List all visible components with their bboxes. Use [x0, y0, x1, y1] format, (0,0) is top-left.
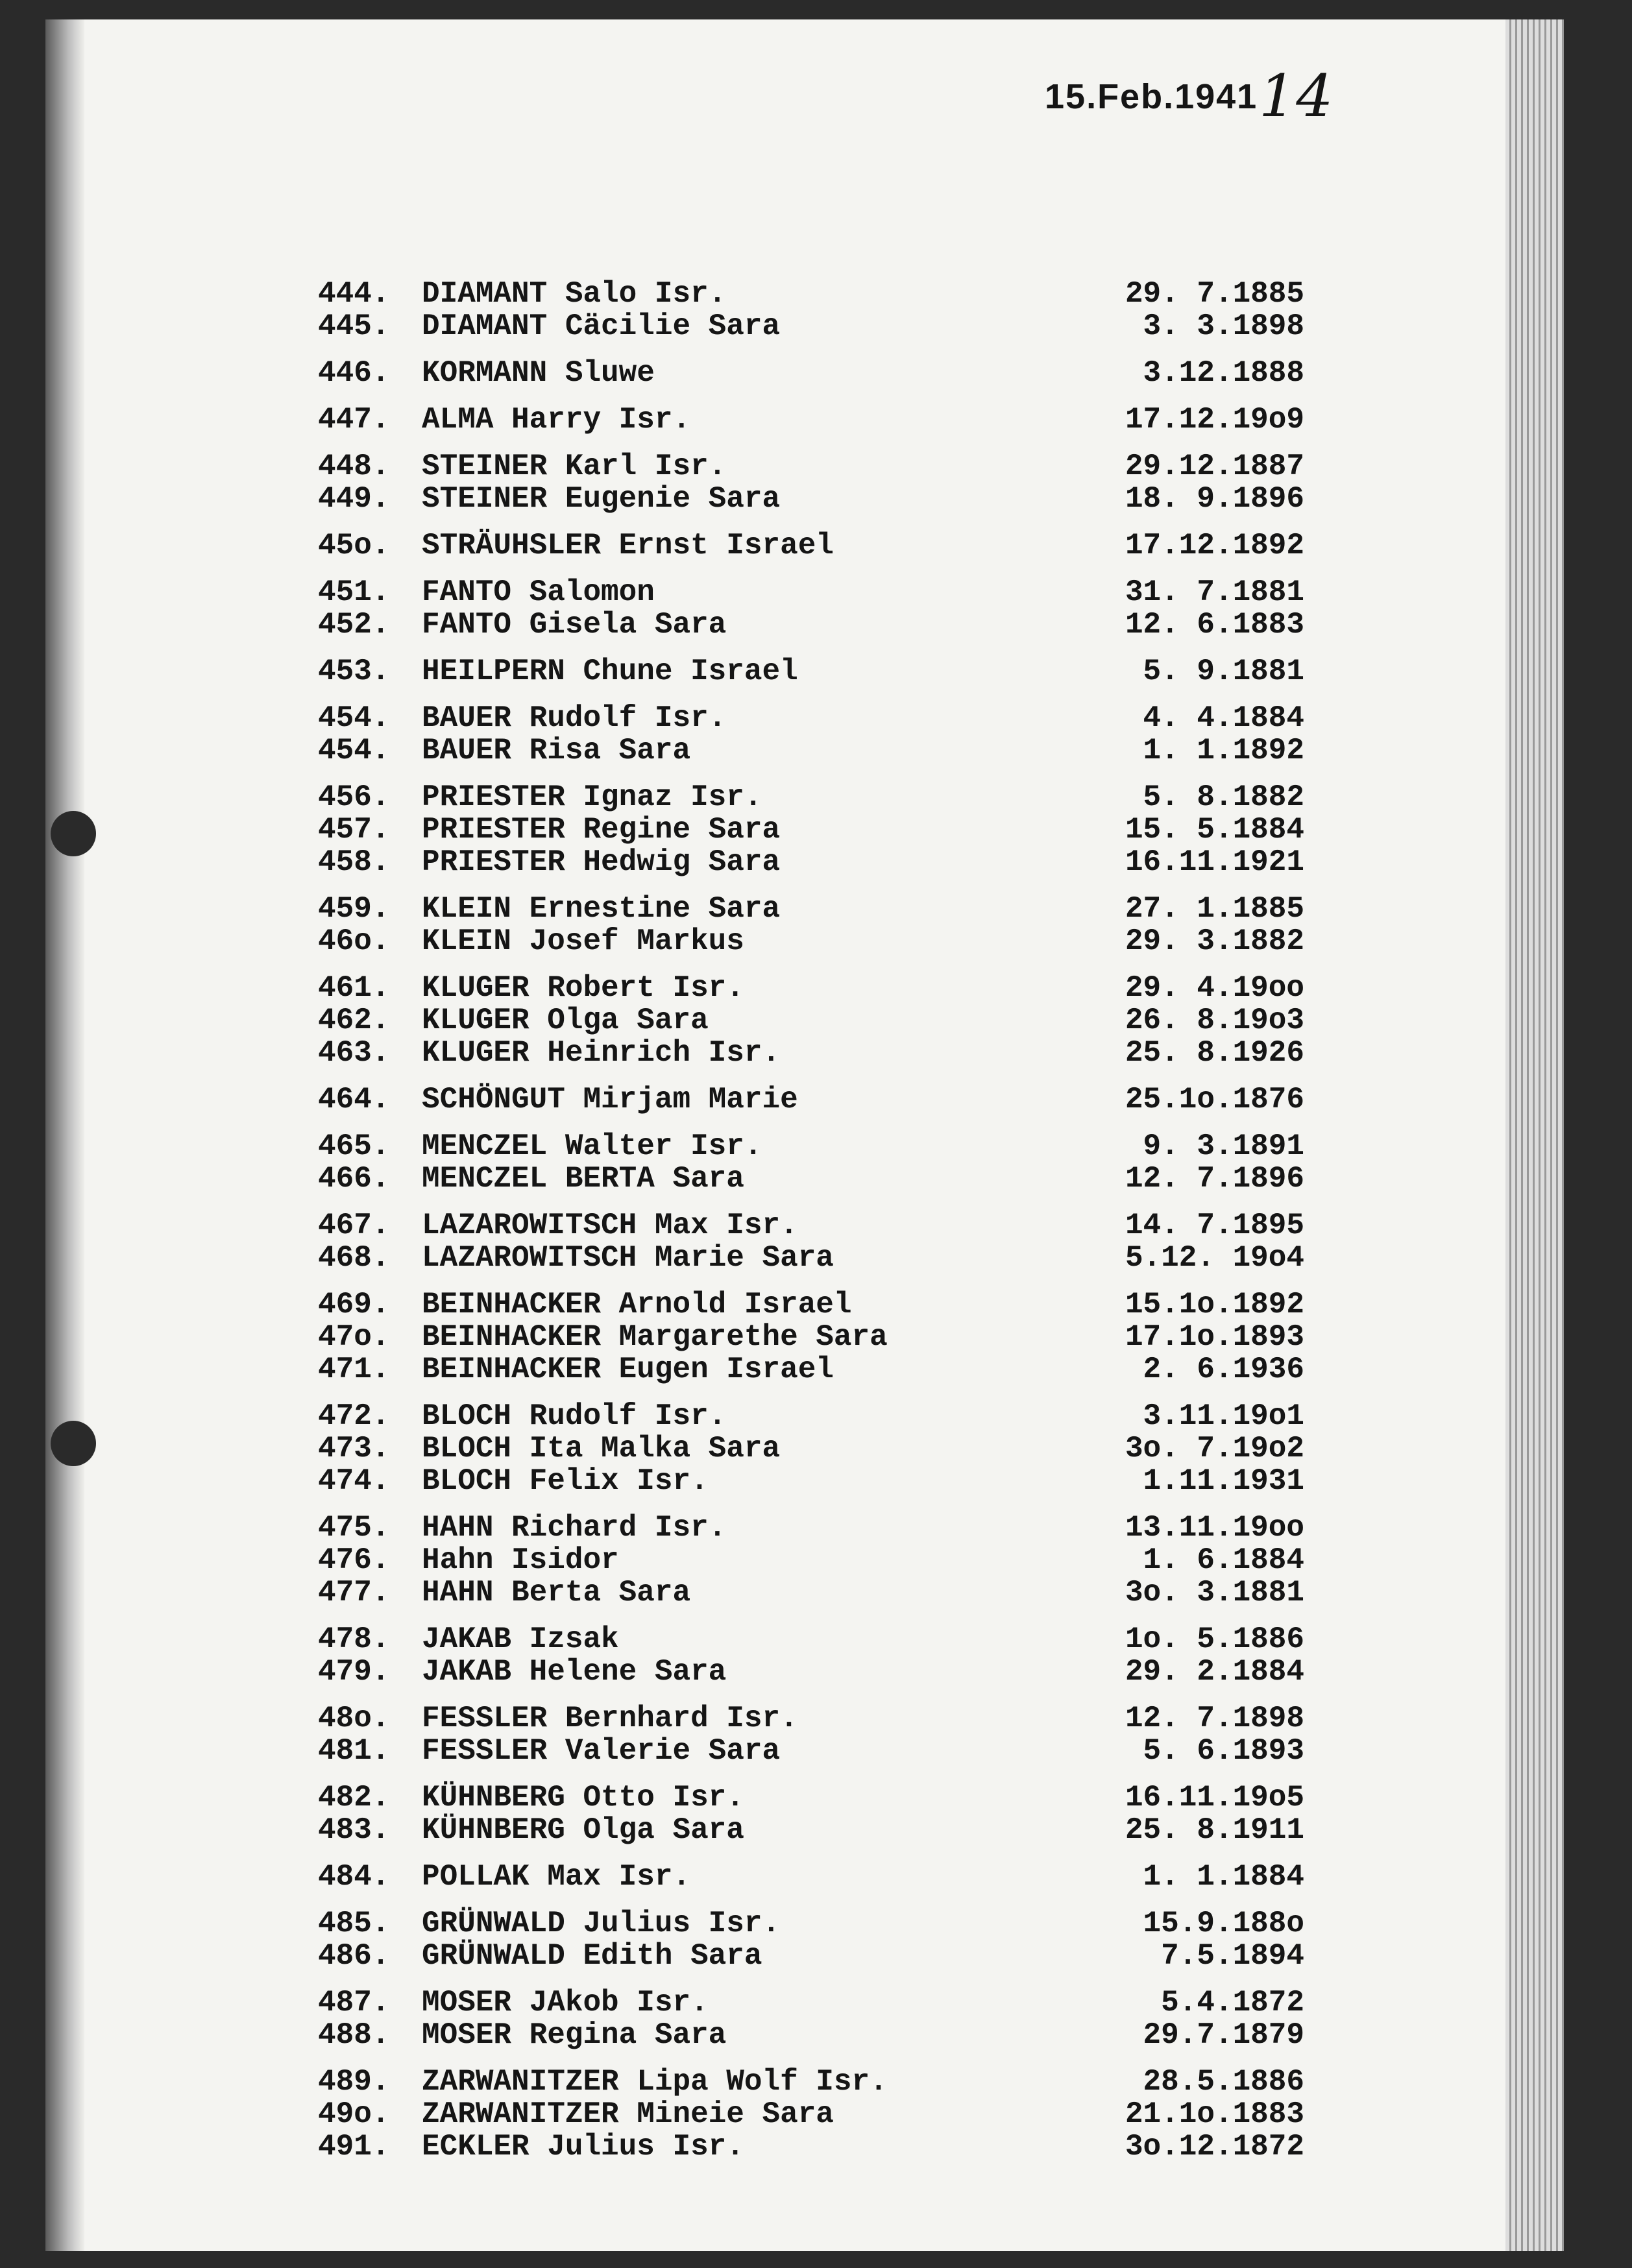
entry-number: 449.	[318, 482, 390, 516]
entry-birthdate: 14. 7.1895	[1125, 1209, 1304, 1242]
entry-birthdate: 5.4.1872	[1161, 1986, 1304, 2020]
entry-number: 447.	[318, 403, 390, 437]
binding-shadow	[45, 19, 84, 2251]
entry-number: 446.	[318, 356, 390, 390]
entry-number: 462.	[318, 1004, 390, 1037]
list-item	[318, 846, 1304, 878]
entry-birthdate: 17.12.19o9	[1125, 403, 1304, 437]
entry-birthdate: 18. 9.1896	[1125, 482, 1304, 516]
entry-birthdate: 1. 6.1884	[1143, 1543, 1304, 1577]
entry-number: 489.	[318, 2065, 390, 2099]
list-item	[318, 1861, 1304, 1893]
entry-name: ZARWANITZER Lipa Wolf Isr.	[422, 2065, 888, 2099]
entry-birthdate: 15. 5.1884	[1125, 813, 1304, 847]
entry-number: 475.	[318, 1511, 390, 1545]
entry-group	[318, 1400, 1304, 1497]
entry-number: 479.	[318, 1655, 390, 1689]
list-item	[318, 2130, 1304, 2163]
entry-group	[318, 529, 1304, 562]
entry-name: FESSLER Bernhard Isr.	[422, 1702, 798, 1735]
entry-birthdate: 15.1o.1892	[1125, 1288, 1304, 1321]
entry-birthdate: 29. 7.1885	[1125, 277, 1304, 311]
entry-group	[318, 702, 1304, 767]
entry-name: HAHN Richard Isr.	[422, 1511, 727, 1545]
entry-birthdate: 29.7.1879	[1143, 2018, 1304, 2052]
list-item	[318, 1209, 1304, 1242]
entry-group	[318, 1907, 1304, 1972]
entry-name: KLEIN Josef Markus	[422, 924, 744, 958]
entry-number: 488.	[318, 2018, 390, 2052]
entry-number: 468.	[318, 1241, 390, 1275]
list-item	[318, 1576, 1304, 1609]
list-item	[318, 1130, 1304, 1163]
entry-number: 444.	[318, 277, 390, 311]
entry-number: 47o.	[318, 1320, 390, 1354]
entry-number: 463.	[318, 1036, 390, 1070]
list-item	[318, 404, 1304, 436]
list-item	[318, 893, 1304, 925]
entry-number: 487.	[318, 1986, 390, 2020]
list-item	[318, 1400, 1304, 1432]
entry-group	[318, 1209, 1304, 1274]
entry-name: LAZAROWITSCH Marie Sara	[422, 1241, 834, 1275]
entry-name: KÜHNBERG Olga Sara	[422, 1813, 744, 1847]
entry-name: FANTO Salomon	[422, 575, 655, 609]
list-item	[318, 781, 1304, 814]
list-item	[318, 1432, 1304, 1465]
list-item	[318, 1656, 1304, 1688]
entry-name: FESSLER Valerie Sara	[422, 1734, 781, 1768]
list-item	[318, 609, 1304, 641]
entry-birthdate: 17.12.1892	[1125, 529, 1304, 562]
entry-number: 452.	[318, 608, 390, 642]
entry-birthdate: 7.5.1894	[1161, 1939, 1304, 1973]
list-item	[318, 1814, 1304, 1846]
entry-name: DIAMANT Cäcilie Sara	[422, 309, 781, 343]
entry-birthdate: 1o. 5.1886	[1125, 1623, 1304, 1656]
list-item	[318, 1623, 1304, 1656]
entry-birthdate: 1. 1.1884	[1143, 1860, 1304, 1894]
entry-birthdate: 4. 4.1884	[1143, 701, 1304, 735]
entry-name: JAKAB Izsak	[422, 1623, 619, 1656]
entry-name: MOSER JAkob Isr.	[422, 1986, 709, 2020]
entry-number: 469.	[318, 1288, 390, 1321]
list-item	[318, 576, 1304, 609]
entry-name: STEINER Eugenie Sara	[422, 482, 781, 516]
entry-name: POLLAK Max Isr.	[422, 1860, 691, 1894]
entry-name: FANTO Gisela Sara	[422, 608, 727, 642]
entry-number: 484.	[318, 1860, 390, 1894]
entry-birthdate: 3o. 7.19o2	[1125, 1432, 1304, 1466]
date-stamp: 15.Feb.1941	[1045, 77, 1258, 116]
entry-number: 481.	[318, 1734, 390, 1768]
entry-name: ECKLER Julius Isr.	[422, 2130, 744, 2164]
list-item	[318, 529, 1304, 562]
page-stack-edge	[1505, 19, 1564, 2251]
entry-birthdate: 15.9.188o	[1143, 1907, 1304, 1940]
list-item	[318, 1163, 1304, 1195]
list-item	[318, 1907, 1304, 1940]
entry-group	[318, 1781, 1304, 1846]
entry-group	[318, 404, 1304, 436]
entry-birthdate: 3.11.19o1	[1143, 1399, 1304, 1433]
list-item	[318, 1321, 1304, 1353]
entry-number: 454.	[318, 734, 390, 767]
entry-birthdate: 27. 1.1885	[1125, 892, 1304, 926]
entry-group	[318, 1083, 1304, 1116]
entry-group	[318, 1512, 1304, 1609]
entry-birthdate: 3o. 3.1881	[1125, 1576, 1304, 1610]
entry-name: PRIESTER Ignaz Isr.	[422, 780, 762, 814]
entry-number: 483.	[318, 1813, 390, 1847]
page-number: 14	[1259, 62, 1334, 130]
entry-number: 458.	[318, 845, 390, 879]
entry-birthdate: 5.12. 19o4	[1125, 1241, 1304, 1275]
entry-birthdate: 5. 6.1893	[1143, 1734, 1304, 1768]
entry-name: KLUGER Olga Sara	[422, 1004, 709, 1037]
entry-number: 461.	[318, 971, 390, 1005]
entry-number: 485.	[318, 1907, 390, 1940]
entry-number: 467.	[318, 1209, 390, 1242]
entry-birthdate: 29. 3.1882	[1125, 924, 1304, 958]
entry-name: ZARWANITZER Mineie Sara	[422, 2097, 834, 2131]
entry-name: SCHÖNGUT Mirjam Marie	[422, 1083, 798, 1116]
entry-name: ALMA Harry Isr.	[422, 403, 691, 437]
entry-birthdate: 12. 6.1883	[1125, 608, 1304, 642]
entry-number: 456.	[318, 780, 390, 814]
entry-birthdate: 1. 1.1892	[1143, 734, 1304, 767]
punch-hole-bottom	[51, 1421, 96, 1466]
entry-birthdate: 25. 8.1911	[1125, 1813, 1304, 1847]
entry-group	[318, 1130, 1304, 1195]
entry-name: PRIESTER Hedwig Sara	[422, 845, 781, 879]
entry-number: 464.	[318, 1083, 390, 1116]
entry-name: BAUER Risa Sara	[422, 734, 691, 767]
punch-hole-top	[51, 811, 96, 856]
list-item	[318, 1986, 1304, 2019]
entry-number: 459.	[318, 892, 390, 926]
list-item	[318, 1242, 1304, 1274]
entry-name: LAZAROWITSCH Max Isr.	[422, 1209, 798, 1242]
entry-group	[318, 2066, 1304, 2163]
entry-number: 473.	[318, 1432, 390, 1466]
list-item	[318, 450, 1304, 483]
list-item	[318, 925, 1304, 958]
list-item	[318, 2066, 1304, 2098]
list-item	[318, 1288, 1304, 1321]
entry-number: 482.	[318, 1781, 390, 1815]
entry-name: PRIESTER Regine Sara	[422, 813, 781, 847]
list-item	[318, 1083, 1304, 1116]
list-item	[318, 702, 1304, 734]
entry-number: 466.	[318, 1162, 390, 1196]
entry-birthdate: 29. 4.19oo	[1125, 971, 1304, 1005]
entry-number: 45o.	[318, 529, 390, 562]
entry-birthdate: 29.12.1887	[1125, 450, 1304, 483]
entry-name: BLOCH Rudolf Isr.	[422, 1399, 727, 1433]
list-item	[318, 814, 1304, 846]
list-item	[318, 278, 1304, 310]
entry-name: STEINER Karl Isr.	[422, 450, 727, 483]
entry-group	[318, 357, 1304, 389]
entry-birthdate: 17.1o.1893	[1125, 1320, 1304, 1354]
entry-name: GRÜNWALD Edith Sara	[422, 1939, 762, 1973]
list-item	[318, 1544, 1304, 1576]
entry-birthdate: 3o.12.1872	[1125, 2130, 1304, 2164]
entry-number: 453.	[318, 655, 390, 688]
entry-group	[318, 1288, 1304, 1386]
list-item	[318, 1702, 1304, 1735]
list-item	[318, 1940, 1304, 1972]
list-item	[318, 655, 1304, 688]
entry-name: KLUGER Robert Isr.	[422, 971, 744, 1005]
entry-name: BAUER Rudolf Isr.	[422, 701, 727, 735]
entry-birthdate: 26. 8.19o3	[1125, 1004, 1304, 1037]
entry-name: STRÄUHSLER Ernst Israel	[422, 529, 834, 562]
entry-number: 46o.	[318, 924, 390, 958]
entry-name: BLOCH Ita Malka Sara	[422, 1432, 781, 1466]
entry-birthdate: 13.11.19oo	[1125, 1511, 1304, 1545]
entry-birthdate: 16.11.1921	[1125, 845, 1304, 879]
entry-name: KLEIN Ernestine Sara	[422, 892, 781, 926]
entry-name: JAKAB Helene Sara	[422, 1655, 727, 1689]
entry-number: 48o.	[318, 1702, 390, 1735]
entry-birthdate: 25.1o.1876	[1125, 1083, 1304, 1116]
entry-birthdate: 28.5.1886	[1143, 2065, 1304, 2099]
entry-birthdate: 21.1o.1883	[1125, 2097, 1304, 2131]
list-item	[318, 1512, 1304, 1544]
entry-name: BEINHACKER Margarethe Sara	[422, 1320, 888, 1354]
entry-number: 476.	[318, 1543, 390, 1577]
entry-name: MENCZEL Walter Isr.	[422, 1129, 762, 1163]
entry-name: KLUGER Heinrich Isr.	[422, 1036, 781, 1070]
list-item	[318, 310, 1304, 343]
entry-birthdate: 3. 3.1898	[1143, 309, 1304, 343]
list-item	[318, 1004, 1304, 1037]
person-list	[318, 278, 1304, 2177]
entry-name: BEINHACKER Arnold Israel	[422, 1288, 852, 1321]
entry-number: 454.	[318, 701, 390, 735]
list-item	[318, 1781, 1304, 1814]
entry-number: 486.	[318, 1939, 390, 1973]
entry-group	[318, 1986, 1304, 2051]
entry-group	[318, 781, 1304, 878]
entry-number: 478.	[318, 1623, 390, 1656]
entry-birthdate: 5. 8.1882	[1143, 780, 1304, 814]
entry-name: GRÜNWALD Julius Isr.	[422, 1907, 781, 1940]
entry-number: 474.	[318, 1464, 390, 1498]
entry-birthdate: 16.11.19o5	[1125, 1781, 1304, 1815]
entry-name: HAHN Berta Sara	[422, 1576, 691, 1610]
entry-name: BEINHACKER Eugen Israel	[422, 1353, 834, 1386]
entry-group	[318, 576, 1304, 641]
entry-name: Hahn Isidor	[422, 1543, 619, 1577]
entry-number: 471.	[318, 1353, 390, 1386]
entry-group	[318, 1861, 1304, 1893]
document-page	[45, 19, 1564, 2251]
list-item	[318, 483, 1304, 515]
entry-group	[318, 450, 1304, 515]
entry-number: 465.	[318, 1129, 390, 1163]
entry-number: 49o.	[318, 2097, 390, 2131]
entry-birthdate: 25. 8.1926	[1125, 1036, 1304, 1070]
entry-birthdate: 12. 7.1898	[1125, 1702, 1304, 1735]
list-item	[318, 734, 1304, 767]
entry-birthdate: 12. 7.1896	[1125, 1162, 1304, 1196]
entry-name: KÜHNBERG Otto Isr.	[422, 1781, 744, 1815]
entry-group	[318, 1702, 1304, 1767]
entry-birthdate: 2. 6.1936	[1143, 1353, 1304, 1386]
entry-name: HEILPERN Chune Israel	[422, 655, 798, 688]
entry-number: 472.	[318, 1399, 390, 1433]
list-item	[318, 1465, 1304, 1497]
entry-name: BLOCH Felix Isr.	[422, 1464, 709, 1498]
list-item	[318, 1735, 1304, 1767]
list-item	[318, 972, 1304, 1004]
entry-group	[318, 1623, 1304, 1688]
list-item	[318, 357, 1304, 389]
entry-name: MOSER Regina Sara	[422, 2018, 727, 2052]
entry-name: DIAMANT Salo Isr.	[422, 277, 727, 311]
entry-name: MENCZEL BERTA Sara	[422, 1162, 744, 1196]
entry-group	[318, 893, 1304, 958]
list-item	[318, 2019, 1304, 2051]
list-item	[318, 1037, 1304, 1069]
entry-birthdate: 31. 7.1881	[1125, 575, 1304, 609]
list-item	[318, 2098, 1304, 2130]
entry-birthdate: 5. 9.1881	[1143, 655, 1304, 688]
entry-birthdate: 3.12.1888	[1143, 356, 1304, 390]
entry-birthdate: 29. 2.1884	[1125, 1655, 1304, 1689]
entry-number: 491.	[318, 2130, 390, 2164]
entry-number: 451.	[318, 575, 390, 609]
entry-number: 477.	[318, 1576, 390, 1610]
entry-number: 448.	[318, 450, 390, 483]
entry-birthdate: 9. 3.1891	[1143, 1129, 1304, 1163]
entry-group	[318, 655, 1304, 688]
entry-group	[318, 278, 1304, 343]
entry-number: 445.	[318, 309, 390, 343]
entry-group	[318, 972, 1304, 1069]
entry-name: KORMANN Sluwe	[422, 356, 655, 390]
entry-birthdate: 1.11.1931	[1143, 1464, 1304, 1498]
entry-number: 457.	[318, 813, 390, 847]
list-item	[318, 1353, 1304, 1386]
